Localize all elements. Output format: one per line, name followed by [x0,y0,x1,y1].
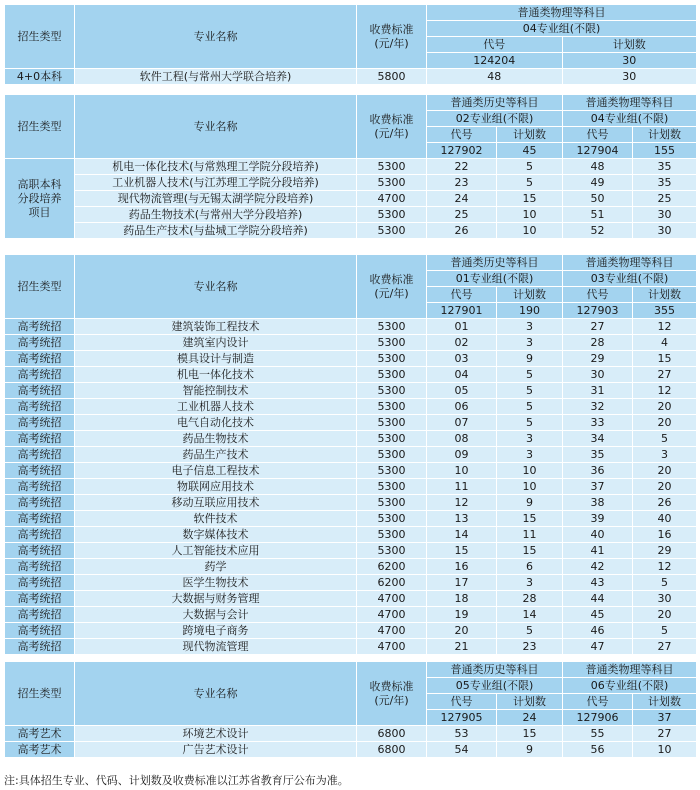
row-code: 55 [563,726,633,742]
row-plan: 12 [633,559,697,575]
row-fee: 4700 [357,591,427,607]
row-plan: 14 [497,607,563,623]
footnote: 注:具体招生专业、代码、计划数及收费标准以江苏省教育厅公布为准。 [4,774,349,787]
table-row [5,415,697,431]
table-row [5,591,697,607]
row-code: 26 [427,223,497,239]
header-plan: 计划数 [633,694,697,710]
row-plan: 5 [633,623,697,639]
row-fee: 5300 [357,399,427,415]
row-code: 50 [563,191,633,207]
row-code: 12 [427,495,497,511]
header-group: 04专业组(不限) [427,21,697,37]
row-plan: 5 [633,575,697,591]
header-plan: 计划数 [633,127,697,143]
header-type: 招生类型 [5,662,75,726]
row-plan: 30 [622,70,637,83]
row-code: 17 [427,575,497,591]
row-plan: 15 [497,511,563,527]
row-code: 11 [427,479,497,495]
row-code: 13 [427,511,497,527]
row-fee: 4700 [357,191,427,207]
group-code: 127905 [427,710,497,726]
row-type: 高考统招 [5,383,75,399]
row-major: 智能控制技术 [75,383,357,399]
header-type: 招生类型 [5,5,75,69]
row-major: 电子信息工程技术 [75,463,357,479]
row-plan: 12 [633,383,697,399]
header-code: 代号 [563,127,633,143]
row-code: 29 [563,351,633,367]
group-code: 124204 [427,53,562,68]
row-type: 高考统招 [5,335,75,351]
row-code: 31 [563,383,633,399]
table-row [5,607,697,623]
group-plan: 37 [633,710,697,726]
row-code: 38 [563,495,633,511]
row-major: 移动互联应用技术 [75,495,357,511]
header-plan: 计划数 [497,694,563,710]
header-code: 代号 [427,287,497,303]
header-type: 招生类型 [5,95,75,159]
group-code: 127906 [563,710,633,726]
row-code: 16 [427,559,497,575]
row-major: 大数据与财务管理 [75,591,357,607]
row-type: 高考统招 [5,431,75,447]
row-plan: 5 [497,399,563,415]
group-plan: 24 [497,710,563,726]
table-general-admission [4,254,697,655]
row-major: 模具设计与制造 [75,351,357,367]
group-code: 127903 [563,303,633,319]
row-code: 39 [563,511,633,527]
row-major: 广告艺术设计 [75,742,357,758]
row-plan: 15 [633,351,697,367]
row-major: 建筑室内设计 [75,335,357,351]
row-plan: 15 [497,543,563,559]
header-group-history: 01专业组(不限) [427,271,563,287]
table-row [5,495,697,511]
header-fee: 收费标准 (元/年) [357,95,427,159]
row-plan: 20 [633,399,697,415]
row-type: 高考统招 [5,511,75,527]
row-plan: 5 [633,431,697,447]
row-code: 37 [563,479,633,495]
row-code: 42 [563,559,633,575]
header-subject-physics: 普通类物理等科目 [563,95,697,111]
table-segmented-program [4,94,697,239]
header-code: 代号 [563,694,633,710]
row-code: 35 [563,447,633,463]
row-type: 高考统招 [5,319,75,335]
row-major: 医学生物技术 [75,575,357,591]
row-code: 22 [427,159,497,175]
row-plan: 3 [633,447,697,463]
row-plan: 3 [497,319,563,335]
row-fee: 5300 [357,319,427,335]
row-code: 34 [563,431,633,447]
header-code: 代号 [427,127,497,143]
group-code: 127904 [563,143,633,159]
header-group-physics: 03专业组(不限) [563,271,697,287]
row-major: 软件工程(与常州大学联合培养) [75,69,357,85]
row-plan: 3 [497,447,563,463]
row-fee: 5300 [357,431,427,447]
table-row [5,479,697,495]
row-code: 28 [563,335,633,351]
row-code: 27 [563,319,633,335]
row-plan: 5 [497,415,563,431]
table-row [5,639,697,655]
row-plan: 35 [633,175,697,191]
row-plan: 25 [633,191,697,207]
row-fee: 4700 [357,623,427,639]
row-code: 40 [563,527,633,543]
row-code: 15 [427,543,497,559]
row-code: 53 [427,726,497,742]
row-type: 高考统招 [5,623,75,639]
row-code: 32 [563,399,633,415]
table-row [5,511,697,527]
row-code: 08 [427,431,497,447]
row-fee: 5300 [357,479,427,495]
row-fee: 4700 [357,607,427,623]
row-type: 高考艺术 [5,726,75,742]
row-type: 高考统招 [5,463,75,479]
row-major: 机电一体化技术(与常熟理工学院分段培养) [75,159,357,175]
row-fee: 5300 [357,527,427,543]
row-code: 36 [563,463,633,479]
row-fee: 4700 [357,639,427,655]
row-plan: 10 [497,479,563,495]
row-code: 45 [563,607,633,623]
row-plan: 10 [497,223,563,239]
row-fee: 5300 [357,511,427,527]
group-plan: 190 [497,303,563,319]
row-code: 20 [427,623,497,639]
row-plan: 3 [497,431,563,447]
row-plan: 16 [633,527,697,543]
row-code: 47 [563,639,633,655]
row-type: 高考统招 [5,399,75,415]
group-plan: 30 [622,54,637,67]
row-code: 51 [563,207,633,223]
table-undergraduate-4plus0 [4,4,697,85]
row-type: 高考统招 [5,543,75,559]
table-art-admission [4,661,697,758]
row-fee: 5300 [357,207,427,223]
header-group-history: 02专业组(不限) [427,111,563,127]
group-plan: 45 [497,143,563,159]
row-code: 18 [427,591,497,607]
header-subject-history: 普通类历史等科目 [427,95,563,111]
row-code: 25 [427,207,497,223]
row-code: 05 [427,383,497,399]
row-plan: 5 [497,159,563,175]
row-code: 54 [427,742,497,758]
row-code: 19 [427,607,497,623]
row-type: 高考统招 [5,479,75,495]
row-code: 49 [563,175,633,191]
header-code: 代号 [427,694,497,710]
row-code: 24 [427,191,497,207]
header-type: 招生类型 [5,255,75,319]
header-group-physics: 04专业组(不限) [563,111,697,127]
header-group-history: 05专业组(不限) [427,678,563,694]
row-major: 跨境电子商务 [75,623,357,639]
row-code: 04 [427,367,497,383]
header-subject-history: 普通类历史等科目 [427,255,563,271]
row-code: 21 [427,639,497,655]
header-major: 专业名称 [75,255,357,319]
row-plan: 26 [633,495,697,511]
row-code: 14 [427,527,497,543]
row-code: 41 [563,543,633,559]
row-major: 软件技术 [75,511,357,527]
row-fee: 5300 [357,463,427,479]
group-code: 127902 [427,143,497,159]
row-major: 药学 [75,559,357,575]
header-subject-history: 普通类历史等科目 [427,662,563,678]
row-plan: 23 [497,639,563,655]
row-type: 高考统招 [5,607,75,623]
row-code: 48 [427,69,562,84]
row-plan: 5 [497,623,563,639]
header-fee: 收费标准 (元/年) [357,5,427,69]
group-code: 127901 [427,303,497,319]
row-plan: 27 [633,367,697,383]
row-plan: 5 [497,383,563,399]
table-row [5,543,697,559]
row-fee: 6800 [357,742,427,758]
row-code: 52 [563,223,633,239]
row-code: 56 [563,742,633,758]
row-type: 高考统招 [5,415,75,431]
header-plan: 计划数 [497,127,563,143]
row-major: 现代物流管理(与无锡太湖学院分段培养) [75,191,357,207]
row-major: 环境艺术设计 [75,726,357,742]
group-plan: 355 [633,303,697,319]
header-fee: 收费标准 (元/年) [357,662,427,726]
row-major: 数字媒体技术 [75,527,357,543]
row-type: 高考统招 [5,495,75,511]
row-fee: 5300 [357,223,427,239]
row-plan: 12 [633,319,697,335]
row-plan: 9 [497,351,563,367]
row-fee: 5300 [357,159,427,175]
header-plan: 计划数 [497,287,563,303]
row-plan: 10 [497,463,563,479]
row-major: 药品生产技术 [75,447,357,463]
row-fee: 5300 [357,351,427,367]
row-type: 高考统招 [5,351,75,367]
row-plan: 29 [633,543,697,559]
row-fee: 5300 [357,175,427,191]
row-plan: 9 [497,742,563,758]
row-code: 09 [427,447,497,463]
table-row [5,335,697,351]
row-plan: 35 [633,159,697,175]
row-major: 药品生物技术(与常州大学分段培养) [75,207,357,223]
row-type: 高考统招 [5,591,75,607]
row-type: 高考统招 [5,639,75,655]
row-fee: 6200 [357,559,427,575]
row-fee: 5300 [357,367,427,383]
row-plan: 9 [497,495,563,511]
table-row [5,447,697,463]
header-subject: 普通类物理等科目 [427,5,697,21]
row-code: 07 [427,415,497,431]
row-plan: 20 [633,479,697,495]
row-plan: 15 [497,191,563,207]
row-code: 01 [427,319,497,335]
header-major: 专业名称 [75,95,357,159]
header-fee: 收费标准 (元/年) [357,255,427,319]
row-plan: 20 [633,463,697,479]
row-major: 物联网应用技术 [75,479,357,495]
row-plan: 15 [497,726,563,742]
row-plan: 6 [497,559,563,575]
header-plan: 计划数 [612,38,646,51]
row-plan: 30 [633,591,697,607]
row-plan: 30 [633,207,697,223]
header-code: 代号 [563,287,633,303]
row-plan: 27 [633,639,697,655]
row-code: 06 [427,399,497,415]
row-fee: 6200 [357,575,427,591]
table-row [5,351,697,367]
header-plan: 计划数 [633,287,697,303]
row-fee: 5300 [357,495,427,511]
header-major: 专业名称 [75,662,357,726]
header-subject-physics: 普通类物理等科目 [563,255,697,271]
row-type: 高考统招 [5,527,75,543]
row-plan: 3 [497,335,563,351]
table-row [5,319,697,335]
row-fee: 5300 [357,335,427,351]
row-code: 48 [563,159,633,175]
table-row [5,383,697,399]
row-plan: 4 [633,335,697,351]
row-plan: 3 [497,575,563,591]
row-type: 高考统招 [5,559,75,575]
row-plan: 27 [633,726,697,742]
group-plan: 155 [633,143,697,159]
row-plan: 11 [497,527,563,543]
row-major: 药品生产技术(与盐城工学院分段培养) [75,223,357,239]
row-major: 工业机器人技术(与江苏理工学院分段培养) [75,175,357,191]
row-plan: 5 [497,367,563,383]
row-plan: 20 [633,607,697,623]
row-major: 工业机器人技术 [75,399,357,415]
table-row [5,742,697,758]
row-major: 大数据与会计 [75,607,357,623]
row-major: 建筑装饰工程技术 [75,319,357,335]
row-fee: 5300 [357,415,427,431]
table-row [5,623,697,639]
row-fee: 5800 [357,69,427,85]
row-plan: 5 [497,175,563,191]
row-major: 药品生物技术 [75,431,357,447]
header-group-physics: 06专业组(不限) [563,678,697,694]
row-plan: 30 [633,223,697,239]
row-major: 现代物流管理 [75,639,357,655]
table-row [5,463,697,479]
row-code: 30 [563,367,633,383]
table-row [5,527,697,543]
row-type: 高考艺术 [5,742,75,758]
row-code: 44 [563,591,633,607]
row-code: 33 [563,415,633,431]
row-fee: 6800 [357,726,427,742]
table-row [5,431,697,447]
row-plan: 40 [633,511,697,527]
row-plan: 28 [497,591,563,607]
table-row [5,367,697,383]
row-code: 23 [427,175,497,191]
row-major: 电气自动化技术 [75,415,357,431]
row-type-merged: 高职本科 分段培养 项目 [5,159,75,239]
row-code: 02 [427,335,497,351]
table-row [5,399,697,415]
table-row [5,726,697,742]
row-major: 机电一体化技术 [75,367,357,383]
row-code: 10 [427,463,497,479]
row-plan: 20 [633,415,697,431]
row-fee: 5300 [357,543,427,559]
row-major: 人工智能技术应用 [75,543,357,559]
row-type: 高考统招 [5,575,75,591]
row-plan: 10 [633,742,697,758]
row-plan: 10 [497,207,563,223]
row-type: 4+0本科 [5,69,75,85]
header-code: 代号 [427,37,562,52]
row-code: 43 [563,575,633,591]
row-type: 高考统招 [5,367,75,383]
header-subject-physics: 普通类物理等科目 [563,662,697,678]
row-type: 高考统招 [5,447,75,463]
header-major: 专业名称 [75,5,357,69]
row-fee: 5300 [357,447,427,463]
row-code: 03 [427,351,497,367]
table-row [5,575,697,591]
table-row [5,559,697,575]
row-fee: 5300 [357,383,427,399]
row-code: 46 [563,623,633,639]
